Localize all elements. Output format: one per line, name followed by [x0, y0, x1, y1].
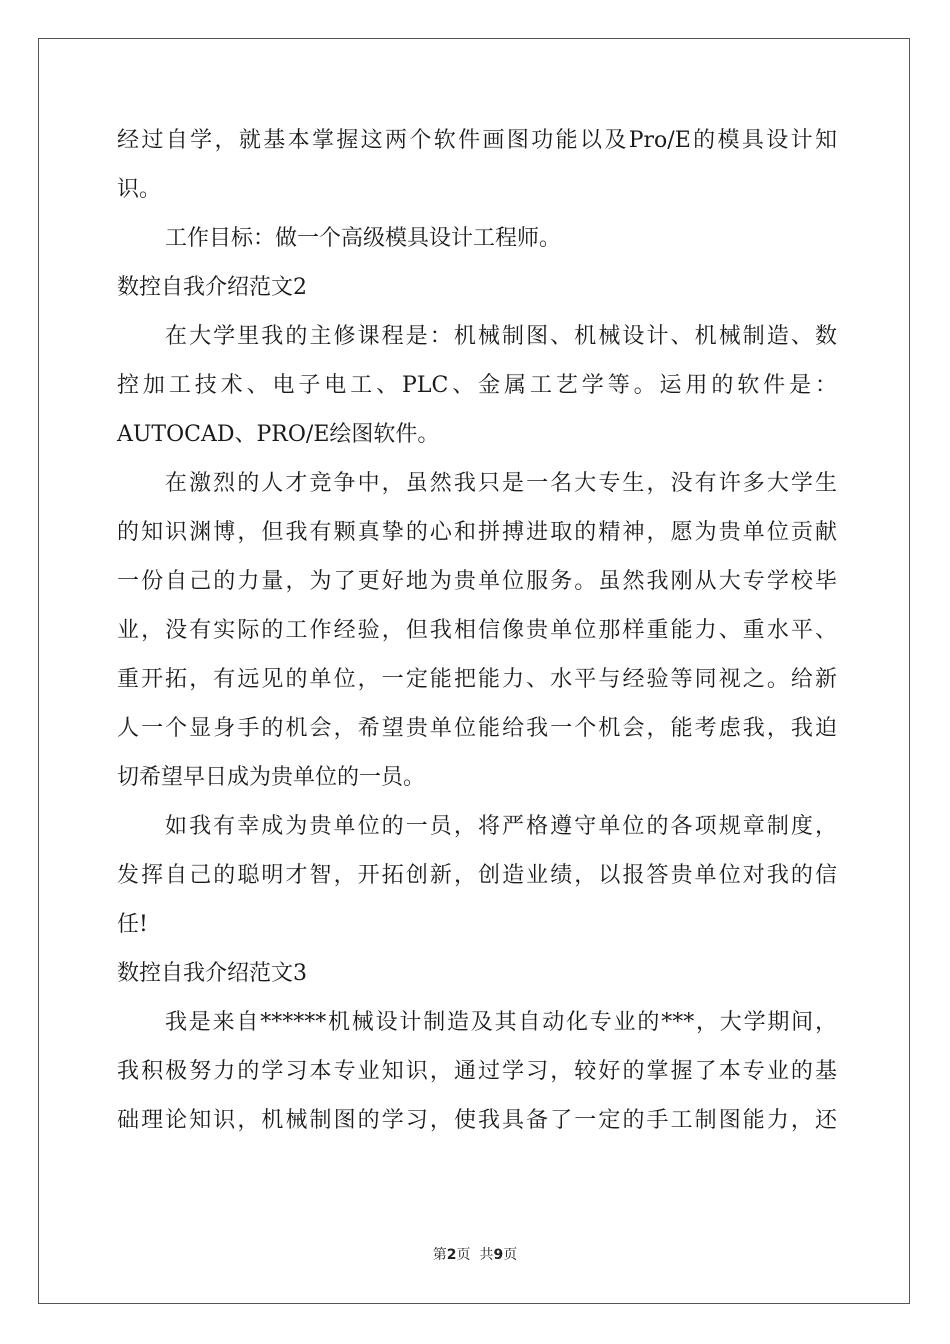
total-page-number: 9: [493, 1247, 504, 1263]
paragraph-line: 重开拓，有远见的单位，一定能把能力、水平与经验等同视之。给新: [117, 667, 837, 692]
paragraph-line: 切希望早日成为贵单位的一员。: [117, 765, 426, 790]
paragraph-line: 发挥自己的聪明才智，开拓创新，创造业绩，以报答贵单位对我的信: [117, 863, 837, 888]
paragraph-line: 一份自己的力量，为了更好地为贵单位服务。虽然我刚从大专学校毕: [117, 569, 837, 594]
page-mid: 页 共: [456, 1247, 494, 1263]
section-heading: 数控自我介绍范文3: [117, 961, 307, 986]
paragraph-line: 的知识渊博，但我有颗真挚的心和拼搏进取的精神，愿为贵单位贡献: [117, 520, 837, 545]
section-heading: 数控自我介绍范文2: [117, 275, 307, 300]
paragraph-line: 我是来自******机械设计制造及其自动化专业的***，大学期间，: [165, 1010, 837, 1035]
paragraph-line: 如我有幸成为贵单位的一员，将严格遵守单位的各项规章制度，: [165, 814, 837, 839]
paragraph-line: 我积极努力的学习本专业知识，通过学习，较好的掌握了本专业的基: [117, 1059, 837, 1084]
paragraph-line: 在激烈的人才竞争中，虽然我只是一名大专生，没有许多大学生: [165, 471, 837, 496]
paragraph-line: 业，没有实际的工作经验，但我相信像贵单位那样重能力、重水平、: [117, 618, 837, 643]
paragraph-line: 任!: [117, 912, 148, 937]
paragraph-line: 工作目标：做一个高级模具设计工程师。: [165, 226, 562, 251]
paragraph-line: 控加工技术、电子电工、PLC、金属工艺学等。运用的软件是：: [117, 373, 837, 398]
paragraph-line: 识。: [117, 177, 162, 202]
paragraph-line: 在大学里我的主修课程是：机械制图、机械设计、机械制造、数: [165, 324, 837, 349]
paragraph-line: 经过自学，就基本掌握这两个软件画图功能以及Pro/E的模具设计知: [117, 128, 837, 153]
paragraph-line: 础理论知识，机械制图的学习，使我具备了一定的手工制图能力，还: [117, 1108, 837, 1133]
page-footer: [0, 1244, 950, 1264]
paragraph-line: 人一个显身手的机会，希望贵单位能给我一个机会，能考虑我，我迫: [117, 716, 837, 741]
current-page-number: 2: [446, 1247, 457, 1263]
page-suffix: 页: [503, 1247, 518, 1263]
paragraph-line: AUTOCAD、PRO/E绘图软件。: [117, 422, 440, 447]
page-prefix: 第: [432, 1247, 447, 1263]
